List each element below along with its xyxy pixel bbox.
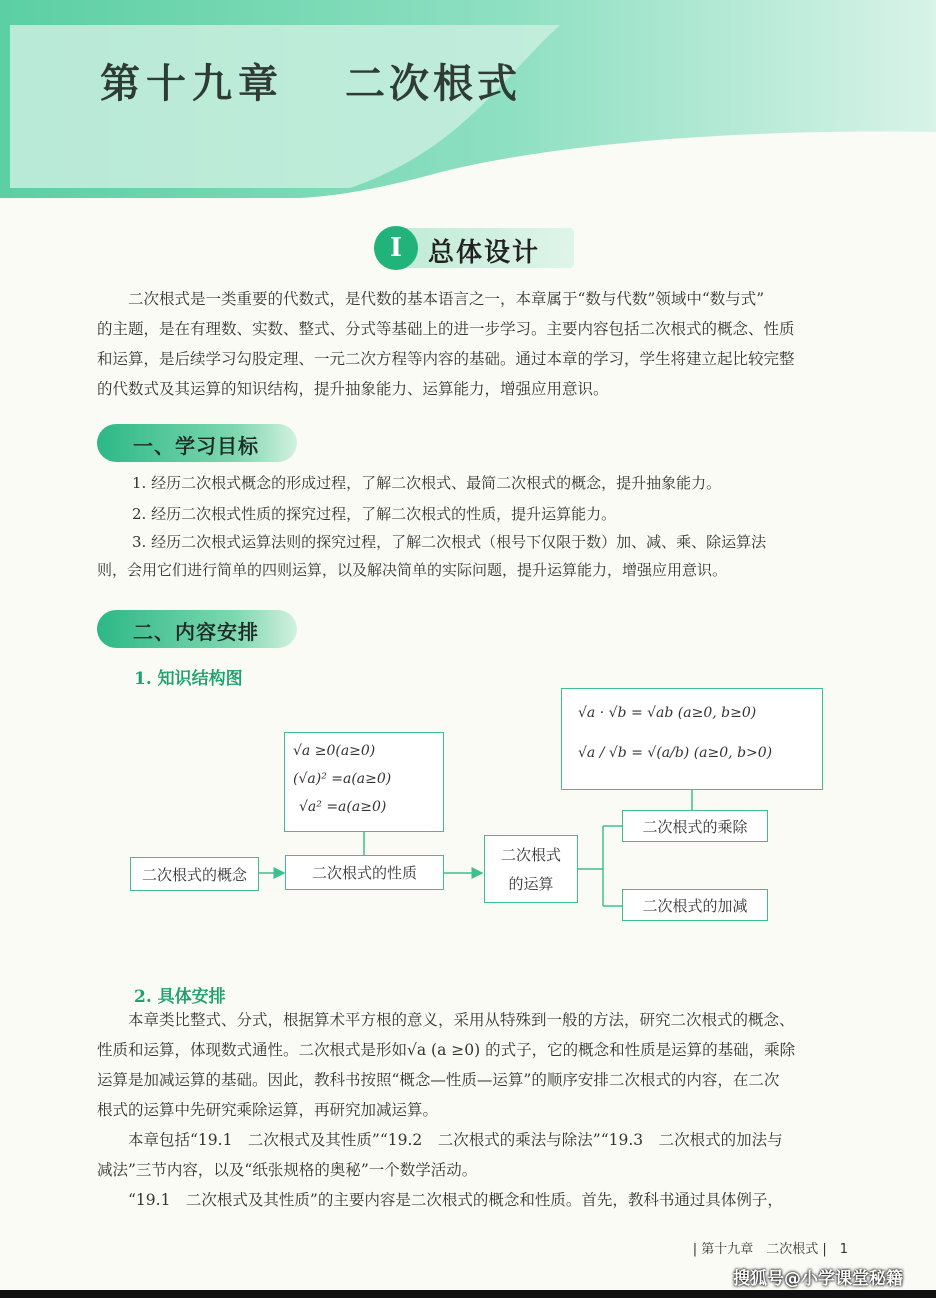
goals-heading: 一、学习目标	[97, 424, 297, 462]
formula-product: √a · √b = √ab (a≥0, b≥0)	[578, 705, 757, 721]
arrangement-paragraph: 本章类比整式、分式，根据算术平方根的意义，采用从特殊到一般的方法，研究二次根式的概念、 性质和运算，体现数式通性。二次根式是形如√a (a ≥0) 的式子，它的概念和性质是运算的基础，乘除 运算是加减运算的基础。因此，教科书按照“概念—性质—运算”的顺序安排二次根式的内容，在二次 根式的运算中先研究乘除运算，再研究加减运算。 本章包括“19.1 二次根式及其性质”“19.2 二次根式的乘法与除法”“19.3 二次根式的加法与 减法”三节内容，以及“纸张规格的奥秘”一个数学活动。 “19.1 二次根式及其性质”的主要内容是二次根式的概念和性质。首先，教科书通过具体例子，	[97, 1011, 796, 1209]
multiply-divide-box: 二次根式的乘除	[622, 810, 768, 842]
operation-box: 二次根式 的运算	[484, 835, 578, 903]
goal-item-1: 1. 经历二次根式概念的形成过程，了解二次根式、最简二次根式的概念，提升抽象能力。	[132, 474, 722, 492]
formula-quotient: √a / √b = √(a/b) (a≥0, b>0)	[578, 745, 773, 761]
knowledge-structure-heading: 1. 知识结构图	[134, 669, 243, 689]
operation-formulas-box	[561, 688, 823, 790]
content-heading: 二、内容安排	[97, 610, 297, 648]
formula-square-of-root: (√a)² =a(a≥0)	[293, 771, 392, 787]
concept-box: 二次根式的概念	[130, 857, 259, 891]
formula-root-of-square: √a² =a(a≥0)	[299, 799, 387, 815]
goal-item-3-cont: 则，会用它们进行简单的四则运算，以及解决简单的实际问题，提升运算能力，增强应用意识。	[97, 561, 728, 579]
bottom-strip	[0, 1290, 936, 1298]
add-subtract-box: 二次根式的加减	[622, 889, 768, 921]
specific-arrangement-heading: 2. 具体安排	[134, 987, 226, 1007]
property-formulas-box	[284, 732, 444, 832]
chapter-number: 第十九章	[100, 60, 284, 107]
goal-item-3: 3. 经历二次根式运算法则的探究过程，了解二次根式（根号下仅限于数）加、减、乘、除运算法	[132, 533, 767, 551]
chapter-name: 二次根式	[345, 60, 521, 107]
watermark: 搜狐号@小学课堂秘籍	[733, 1269, 903, 1289]
goal-item-2: 2. 经历二次根式性质的探究过程，了解二次根式的性质，提升运算能力。	[132, 505, 617, 523]
intro-paragraph: 二次根式是一类重要的代数式，是代数的基本语言之一，本章属于“数与代数”领域中“数与式” 的主题，是在有理数、实数、整式、分式等基础上的进一步学习。主要内容包括二次根式的概念、性质 和运算，是后续学习勾股定理、一元二次方程等内容的基础。通过本章的学习，学生将建立起比较完整 的代数式及其运算的知识结构，提升抽象能力、运算能力，增强应用意识。	[97, 290, 795, 398]
property-box: 二次根式的性质	[285, 855, 444, 890]
section-title: 总体设计	[428, 238, 541, 268]
page-footer: | 第十九章 二次根式 | 1	[692, 1242, 848, 1257]
formula-nonneg: √a ≥0(a≥0)	[293, 743, 376, 759]
section-numeral: I	[374, 226, 418, 270]
